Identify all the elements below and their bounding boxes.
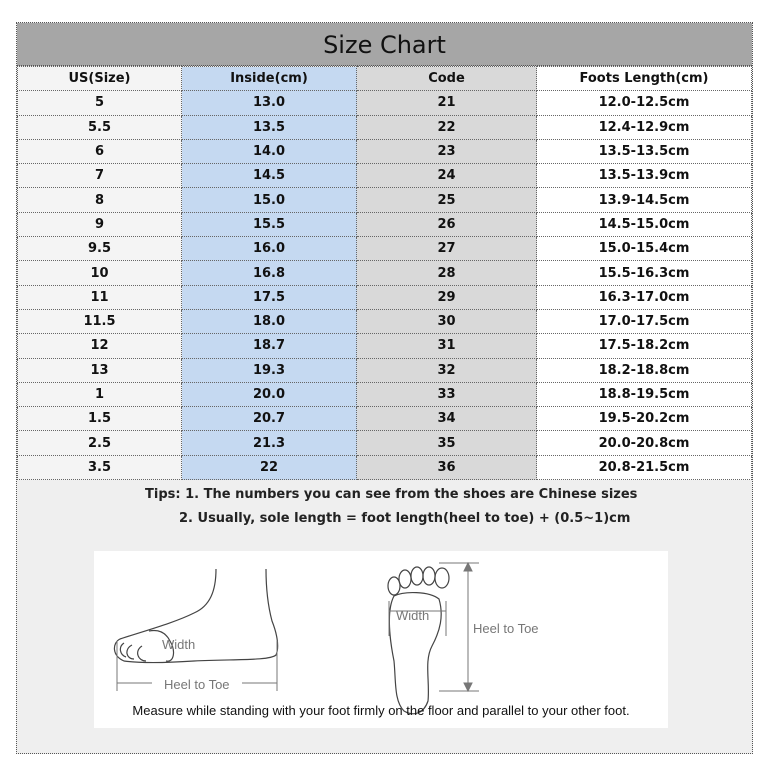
cell-foot-length: 15.5-16.3cm [537,261,752,285]
cell-us-size: 5.5 [18,115,182,139]
cell-code: 26 [357,212,537,236]
cell-foot-length: 13.5-13.9cm [537,164,752,188]
size-table [17,66,752,480]
diagram-caption: Measure while standing with your foot firmly on the floor and parallel to your other foot. [132,703,630,718]
top-width-label: Width [396,608,430,623]
header-row [18,67,752,91]
table-row [18,431,752,455]
table-row [18,188,752,212]
cell-us-size: 2.5 [18,431,182,455]
cell-inside-cm: 18.7 [182,334,357,358]
tip-1: Tips: 1. The numbers you can see from the shoes are Chinese sizes [145,487,638,502]
side-heel-to-toe-label: Heel to Toe [164,677,230,692]
cell-foot-length: 17.0-17.5cm [537,309,752,333]
table-row [18,261,752,285]
cell-code: 25 [357,188,537,212]
cell-code: 30 [357,309,537,333]
cell-code: 21 [357,91,537,115]
cell-us-size: 7 [18,164,182,188]
cell-us-size: 8 [18,188,182,212]
header-code: Code [357,67,537,91]
table-row [18,382,752,406]
cell-inside-cm: 18.0 [182,309,357,333]
cell-foot-length: 12.4-12.9cm [537,115,752,139]
cell-inside-cm: 20.0 [182,382,357,406]
cell-code: 34 [357,407,537,431]
cell-code: 24 [357,164,537,188]
cell-code: 35 [357,431,537,455]
cell-inside-cm: 15.5 [182,212,357,236]
cell-foot-length: 13.5-13.5cm [537,139,752,163]
cell-code: 31 [357,334,537,358]
cell-code: 28 [357,261,537,285]
table-row [18,115,752,139]
table-row [18,455,752,479]
cell-foot-length: 12.0-12.5cm [537,91,752,115]
cell-inside-cm: 14.5 [182,164,357,188]
cell-us-size: 9.5 [18,237,182,261]
cell-us-size: 5 [18,91,182,115]
cell-us-size: 10 [18,261,182,285]
cell-foot-length: 18.2-18.8cm [537,358,752,382]
cell-us-size: 1.5 [18,407,182,431]
cell-us-size: 3.5 [18,455,182,479]
cell-us-size: 11.5 [18,309,182,333]
cell-foot-length: 16.3-17.0cm [537,285,752,309]
cell-us-size: 1 [18,382,182,406]
side-width-label: Width [162,637,196,652]
cell-foot-length: 14.5-15.0cm [537,212,752,236]
cell-inside-cm: 16.0 [182,237,357,261]
header-inside: Inside(cm) [182,67,357,91]
header-foot-length: Foots Length(cm) [537,67,752,91]
cell-inside-cm: 22 [182,455,357,479]
table-row [18,212,752,236]
cell-code: 36 [357,455,537,479]
cell-inside-cm: 17.5 [182,285,357,309]
table-row [18,358,752,382]
cell-us-size: 11 [18,285,182,309]
table-row [18,407,752,431]
cell-code: 33 [357,382,537,406]
cell-us-size: 9 [18,212,182,236]
cell-inside-cm: 21.3 [182,431,357,455]
cell-us-size: 12 [18,334,182,358]
table-row [18,237,752,261]
cell-inside-cm: 16.8 [182,261,357,285]
cell-inside-cm: 19.3 [182,358,357,382]
cell-us-size: 13 [18,358,182,382]
cell-foot-length: 15.0-15.4cm [537,237,752,261]
cell-code: 23 [357,139,537,163]
cell-inside-cm: 14.0 [182,139,357,163]
cell-inside-cm: 15.0 [182,188,357,212]
header-us-size: US(Size) [18,67,182,91]
cell-foot-length: 19.5-20.2cm [537,407,752,431]
chart-title: Size Chart [17,23,752,66]
table-row [18,309,752,333]
cell-foot-length: 17.5-18.2cm [537,334,752,358]
table-row [18,139,752,163]
foot-measure-diagram [94,551,668,728]
cell-inside-cm: 13.0 [182,91,357,115]
table-row [18,285,752,309]
cell-inside-cm: 20.7 [182,407,357,431]
cell-foot-length: 13.9-14.5cm [537,188,752,212]
table-row [18,334,752,358]
table-row [18,91,752,115]
table-row [18,164,752,188]
top-heel-to-toe-label: Heel to Toe [473,621,539,636]
cell-inside-cm: 13.5 [182,115,357,139]
tip-2: 2. Usually, sole length = foot length(heel to toe) + (0.5~1)cm [179,511,631,526]
size-chart [16,22,753,754]
cell-code: 27 [357,237,537,261]
cell-foot-length: 18.8-19.5cm [537,382,752,406]
cell-foot-length: 20.8-21.5cm [537,455,752,479]
cell-code: 29 [357,285,537,309]
tips [17,483,752,531]
cell-us-size: 6 [18,139,182,163]
cell-code: 32 [357,358,537,382]
cell-foot-length: 20.0-20.8cm [537,431,752,455]
cell-code: 22 [357,115,537,139]
